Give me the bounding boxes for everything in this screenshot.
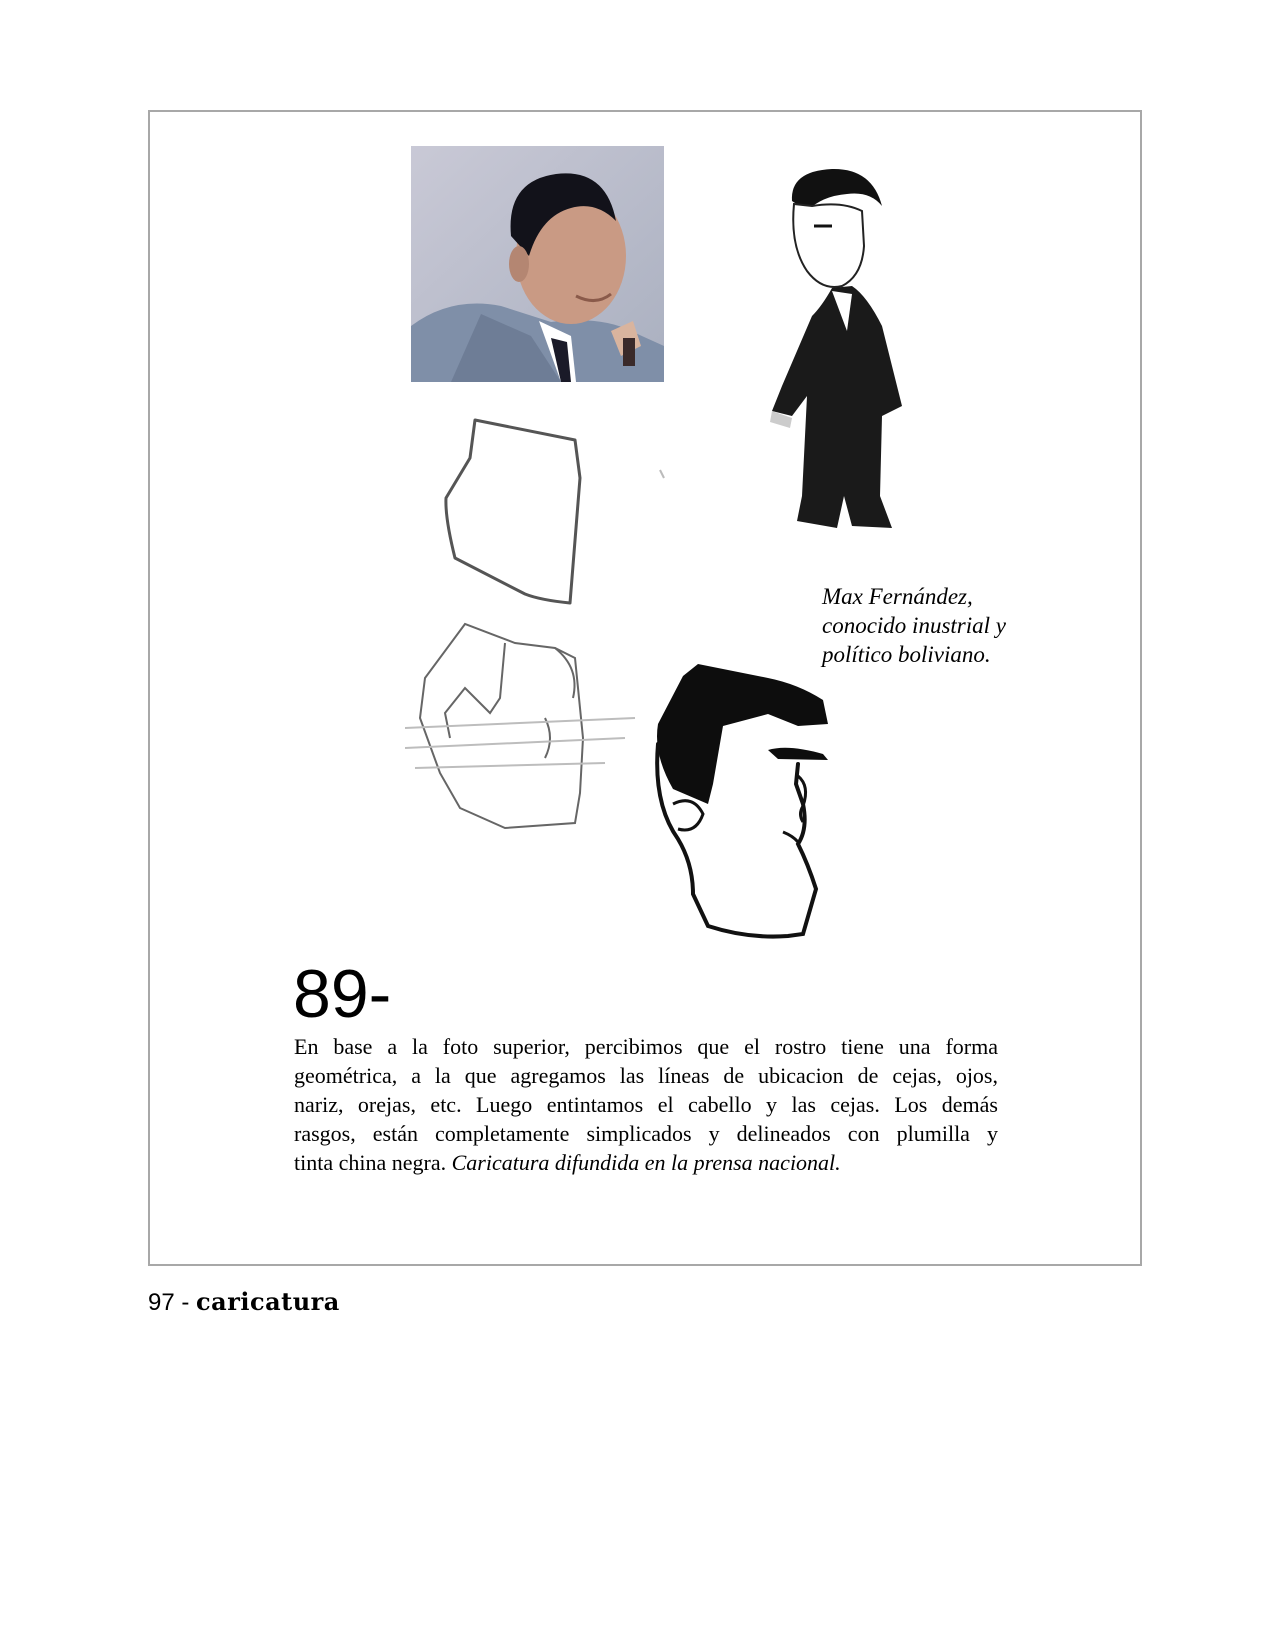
full-body-caricature bbox=[752, 166, 942, 554]
caption-line: Max Fernández, bbox=[822, 584, 973, 609]
paragraph-last-line bbox=[294, 1148, 998, 1177]
footer-separator: - bbox=[174, 1289, 197, 1316]
caption-line: conocido inustrial y bbox=[822, 613, 1006, 638]
photo-caption bbox=[822, 582, 1052, 669]
page-number: 97 bbox=[148, 1289, 175, 1316]
inked-caricature-head bbox=[648, 664, 878, 956]
paragraph-text: tinta china negra. bbox=[294, 1150, 452, 1175]
paragraph-line: nariz, orejas, etc. Luego entintamos el cabello y las cejas. Los demás bbox=[294, 1092, 998, 1117]
geometric-outline-sketch bbox=[440, 418, 680, 628]
section-title: caricatura bbox=[196, 1287, 340, 1316]
page-footer bbox=[148, 1288, 340, 1317]
paragraph-line: rasgos, están completamente simplicados y delineados con plumilla y bbox=[294, 1121, 998, 1146]
caption-line: político boliviano. bbox=[822, 642, 991, 667]
paragraph-line: En base a la foto superior, percibimos que el rostro tiene una forma bbox=[294, 1034, 998, 1059]
figure-number: 89- bbox=[293, 956, 392, 1032]
paragraph-line: geométrica, a la que agregamos las líneas de ubicacion de cejas, ojos, bbox=[294, 1063, 998, 1088]
guide-lines-sketch bbox=[405, 618, 665, 868]
italic-credit: Caricatura difundida en la prensa nacional. bbox=[451, 1150, 841, 1175]
description-paragraph bbox=[294, 1032, 998, 1177]
reference-photo bbox=[411, 146, 664, 382]
